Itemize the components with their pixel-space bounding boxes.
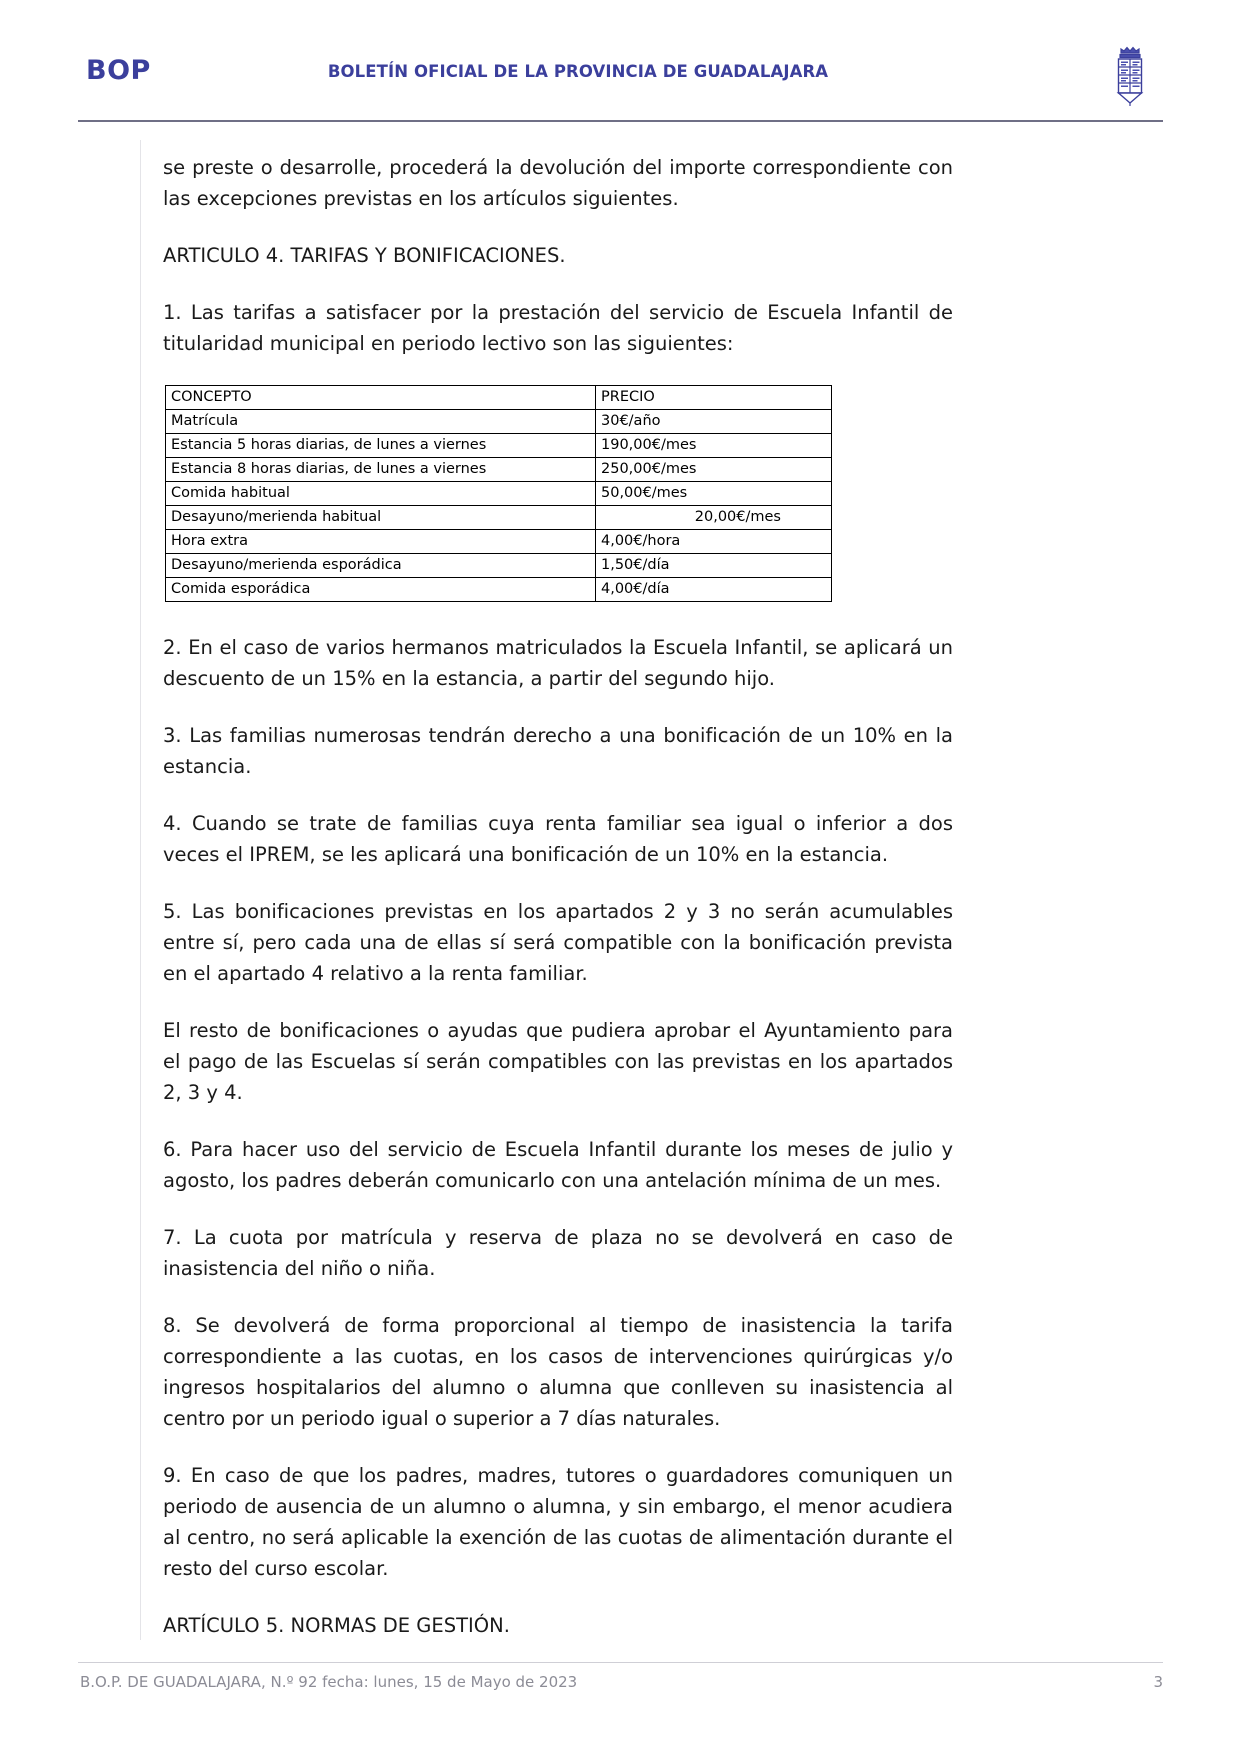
article-4-item-5b: El resto de bonificaciones o ayudas que pudiera aprobar el Ayuntamiento para el pago de las Escuelas sí serán compatibles con las previstas en los apartados 2, 3 y 4. [163, 1019, 953, 1104]
cell-precio: 4,00€/día [596, 578, 832, 602]
document-content [163, 152, 953, 1667]
article-4-item-3: 3. Las familias numerosas tendrán derecho a una bonificación de un 10% en la estancia. [163, 724, 953, 778]
cell-precio: 4,00€/hora [596, 530, 832, 554]
table-row [166, 530, 832, 554]
article-5-heading: ARTÍCULO 5. NORMAS DE GESTIÓN. [163, 1614, 510, 1637]
article-4-item-9: 9. En caso de que los padres, madres, tutores o guardadores comuniquen un periodo de ausencia de un alumno o alumna, y sin embargo, el menor acudiera al centro, no será aplicable la exención de las cuotas de alimentación durante el resto del curso escolar. [163, 1464, 953, 1580]
article-4-item-1: 1. Las tarifas a satisfacer por la prestación del servicio de Escuela Infantil de titularidad municipal en periodo lectivo son las siguientes: [163, 301, 953, 355]
page-title: BOLETÍN OFICIAL DE LA PROVINCIA DE GUADALAJARA [327, 62, 829, 81]
left-margin-rule [140, 140, 141, 1640]
cell-precio: 1,50€/día [596, 554, 832, 578]
article-4-item-5: 5. Las bonificaciones previstas en los apartados 2 y 3 no serán acumulables entre sí, pero cada una de ellas sí será compatible con la bonificación prevista en el apartado 4 relativo a la renta familiar. [163, 900, 953, 985]
table-header-row [166, 386, 832, 410]
footer-divider [78, 1662, 1163, 1663]
table-row [166, 458, 832, 482]
cell-concepto: Hora extra [166, 530, 596, 554]
table-row [166, 554, 832, 578]
cell-concepto: Desayuno/merienda esporádica [166, 554, 596, 578]
cell-precio: 250,00€/mes [596, 458, 832, 482]
column-header-concepto: CONCEPTO [166, 386, 596, 410]
tarifas-table [165, 385, 832, 602]
cell-concepto: Desayuno/merienda habitual [166, 506, 596, 530]
cell-concepto: Estancia 5 horas diarias, de lunes a viernes [166, 434, 596, 458]
table-body [166, 386, 832, 602]
footer-publication-info: B.O.P. DE GUADALAJARA, N.º 92 fecha: lunes, 15 de Mayo de 2023 [80, 1673, 578, 1691]
cell-concepto: Matrícula [166, 410, 596, 434]
article-4-item-4: 4. Cuando se trate de familias cuya renta familiar sea igual o inferior a dos veces el IPREM, se les aplicará una bonificación de un 10% en la estancia. [163, 812, 953, 866]
cell-concepto: Estancia 8 horas diarias, de lunes a viernes [166, 458, 596, 482]
bop-logo: BOP [86, 55, 151, 86]
article-4-item-7: 7. La cuota por matrícula y reserva de plaza no se devolverá en caso de inasistencia del niño o niña. [163, 1226, 953, 1280]
paragraph-continued: se preste o desarrolle, procederá la devolución del importe correspondiente con las excepciones previstas en los artículos siguientes. [163, 156, 953, 210]
footer-page-number: 3 [1153, 1673, 1163, 1691]
coat-of-arms-icon [1107, 41, 1153, 107]
cell-concepto: Comida habitual [166, 482, 596, 506]
cell-precio: 30€/año [596, 410, 832, 434]
cell-precio: 20,00€/mes [596, 506, 832, 530]
table-row [166, 482, 832, 506]
table-row [166, 578, 832, 602]
table-row [166, 410, 832, 434]
header-divider [78, 120, 1163, 122]
article-4-item-2: 2. En el caso de varios hermanos matriculados la Escuela Infantil, se aplicará un descuento de un 15% en la estancia, a partir del segundo hijo. [163, 636, 953, 690]
article-4-item-8: 8. Se devolverá de forma proporcional al tiempo de inasistencia la tarifa correspondiente a las cuotas, en los casos de intervenciones quirúrgicas y/o ingresos hospitalarios del alumno o alumna que conlleven su inasistencia al centro por un periodo igual o superior a 7 días naturales. [163, 1314, 953, 1430]
cell-concepto: Comida esporádica [166, 578, 596, 602]
article-4-heading: ARTICULO 4. TARIFAS Y BONIFICACIONES. [163, 244, 566, 267]
cell-precio: 190,00€/mes [596, 434, 832, 458]
table-row [166, 506, 832, 530]
column-header-precio: PRECIO [596, 386, 832, 410]
page-header [78, 45, 1163, 117]
cell-precio: 50,00€/mes [596, 482, 832, 506]
table-row [166, 434, 832, 458]
article-4-item-6: 6. Para hacer uso del servicio de Escuela Infantil durante los meses de julio y agosto, los padres deberán comunicarlo con una antelación mínima de un mes. [163, 1138, 953, 1192]
